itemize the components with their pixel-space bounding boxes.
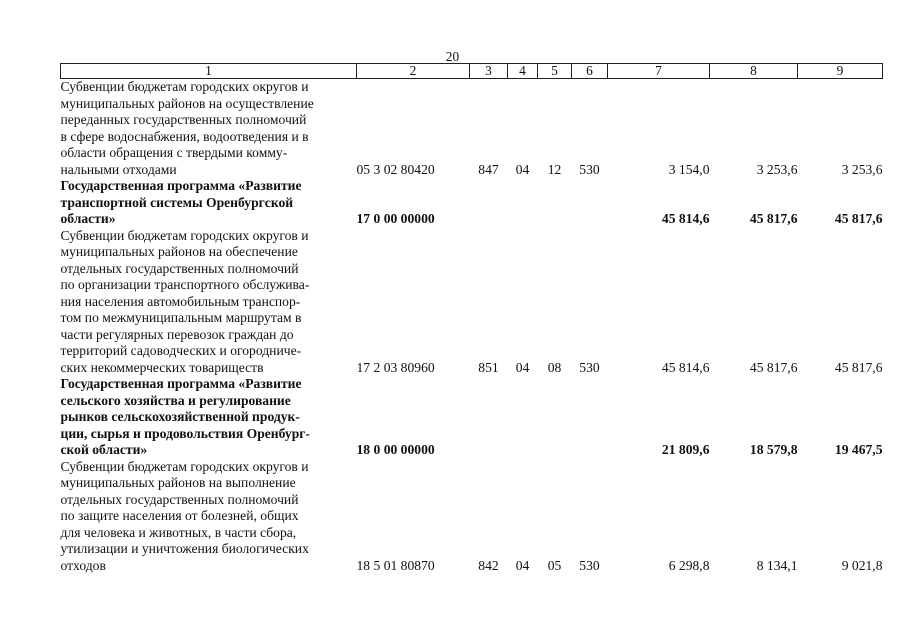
section-code (508, 376, 538, 459)
section-code: 04 (515, 359, 530, 375)
amount-col-7: 45 814,6 (661, 211, 710, 226)
budget-code: 18 0 00 00000 (356, 442, 435, 457)
budget-table (60, 63, 883, 574)
subsection-code (538, 178, 572, 228)
column-header: 9 (798, 64, 883, 79)
budget-code: 17 2 03 80960 (356, 359, 435, 375)
row-description (61, 79, 357, 179)
ministry-code (470, 178, 508, 228)
description-line: Государственная программа «Развитие (60, 178, 302, 193)
amount-col-8: 45 817,6 (749, 359, 798, 375)
amount-col-7: 6 298,8 (668, 557, 710, 573)
description-line: территорий садоводческих и огородниче- (60, 343, 302, 358)
amount-col-8: 18 579,8 (749, 442, 798, 457)
description-line: Государственная программа «Развитие (60, 376, 302, 391)
column-header: 2 (357, 64, 470, 79)
description-line: сельского хозяйства и регулирование (60, 392, 291, 408)
description-line: переданных государственных полномочий (60, 112, 307, 127)
description-line: отходов (60, 557, 106, 573)
description-line: Субвенции бюджетам городских округов и (60, 458, 309, 474)
ministry-code (470, 376, 508, 459)
description-line: утилизации и уничтожения биологических (60, 541, 309, 556)
description-line: муниципальных районов на обеспечение (60, 244, 298, 259)
table-body (61, 79, 883, 575)
budget-code: 05 3 02 80420 (356, 161, 435, 177)
amount-col-9: 45 817,6 (834, 211, 883, 226)
row-description (61, 228, 357, 377)
subsection-code: 12 (547, 161, 562, 177)
description-line: Субвенции бюджетам городских округов и (60, 227, 309, 243)
amount-col-9: 19 467,5 (834, 442, 883, 457)
page-number: 20 (445, 49, 460, 64)
ministry-code: 851 (478, 359, 499, 375)
amount-col-9: 45 817,6 (834, 359, 883, 375)
description-line: по организации транспортного обслужива- (60, 277, 310, 292)
budget-code: 17 0 00 00000 (356, 211, 435, 226)
description-line: в сфере водоснабжения, водоотведения и в (60, 128, 309, 144)
row-description (61, 376, 357, 459)
ministry-code: 842 (478, 557, 499, 573)
description-line: части регулярных перевозок граждан до (60, 326, 294, 342)
subvention-row (61, 228, 883, 377)
budget-code: 18 5 01 80870 (356, 557, 435, 573)
description-line: области» (60, 211, 116, 226)
description-line: отдельных государственных полномочий (60, 260, 299, 276)
row-description (61, 459, 357, 575)
description-line: транспортной системы Оренбургской (60, 194, 294, 210)
column-number-row (61, 64, 883, 79)
section-code (508, 178, 538, 228)
description-line: области обращения с твердыми комму- (60, 145, 288, 160)
program-row (61, 178, 883, 228)
subsection-code (538, 376, 572, 459)
amount-col-8: 8 134,1 (756, 557, 798, 573)
amount-col-9: 9 021,8 (841, 557, 883, 573)
section-code: 04 (515, 557, 530, 573)
description-line: ских некоммерческих товариществ (60, 359, 264, 375)
column-header: 8 (710, 64, 798, 79)
description-line: рынков сельскохозяйственной продук- (60, 409, 300, 424)
expense-type-code: 530 (579, 359, 600, 375)
expense-type-code: 530 (579, 557, 600, 573)
description-line: нальными отходами (60, 161, 177, 177)
description-line: для человека и животных, в части сбора, (60, 524, 297, 540)
description-line: по защите населения от болезней, общих (60, 508, 299, 523)
amount-col-9: 3 253,6 (841, 161, 883, 177)
amount-col-7: 21 809,6 (661, 442, 710, 457)
amount-col-7: 3 154,0 (668, 161, 710, 177)
description-line: Субвенции бюджетам городских округов и (60, 79, 309, 94)
expense-type-code: 530 (579, 161, 600, 177)
section-code: 04 (515, 161, 530, 177)
column-header: 1 (61, 64, 357, 79)
program-row (61, 376, 883, 459)
column-header: 4 (508, 64, 538, 79)
subvention-row (61, 459, 883, 575)
expense-type-code (572, 178, 608, 228)
column-header: 3 (470, 64, 508, 79)
subsection-code: 08 (547, 359, 562, 375)
row-description (61, 178, 357, 228)
amount-col-7: 45 814,6 (661, 359, 710, 375)
ministry-code: 847 (478, 161, 499, 177)
expense-type-code (572, 376, 608, 459)
column-header: 6 (572, 64, 608, 79)
description-line: ния населения автомобильным транспор- (60, 293, 301, 309)
column-header: 5 (538, 64, 572, 79)
description-line: отдельных государственных полномочий (60, 491, 299, 507)
subsection-code: 05 (547, 557, 562, 573)
description-line: том по межмуниципальным маршрутам в (60, 310, 302, 325)
description-line: муниципальных районов на выполнение (60, 475, 296, 490)
subvention-row (61, 79, 883, 179)
description-line: муниципальных районов на осуществление (60, 95, 314, 111)
amount-col-8: 3 253,6 (756, 161, 798, 177)
column-header: 7 (608, 64, 710, 79)
description-line: ции, сырья и продовольствия Оренбург- (60, 425, 310, 441)
amount-col-8: 45 817,6 (749, 211, 798, 226)
description-line: ской области» (60, 442, 148, 457)
